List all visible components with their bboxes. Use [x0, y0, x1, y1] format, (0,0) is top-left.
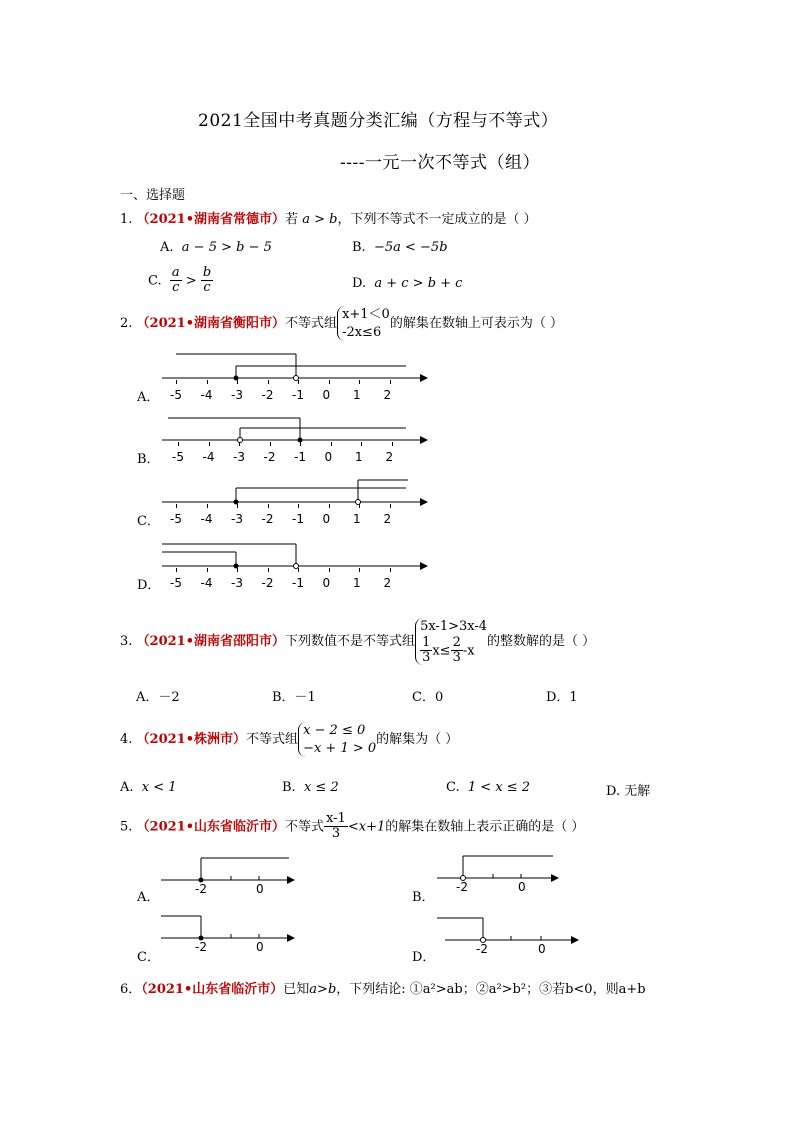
q2-tick-mark	[209, 442, 210, 446]
q2-tick-mark	[207, 504, 208, 508]
q3-option-c: C．0	[412, 690, 444, 705]
section-heading: 一、选择题	[120, 188, 186, 203]
q2-tick-label: 1	[353, 512, 361, 526]
q2-tick-label: 1	[355, 450, 363, 464]
q5-c-tick-0: 0	[256, 940, 264, 954]
q2-tick-mark	[359, 568, 360, 572]
q2-tick-mark	[390, 568, 391, 572]
q2-tick-mark	[237, 568, 238, 572]
q5-d-tick-0: 0	[538, 942, 546, 956]
q5-line-a	[161, 858, 295, 884]
q2-tick-label: -4	[202, 450, 215, 464]
q2-tick-mark	[331, 442, 332, 446]
q2-tick-mark	[268, 380, 269, 384]
q2-option-b-label: B．	[137, 452, 160, 467]
inequality-system: x − 2 ≤ 0 −x + 1 > 0	[298, 722, 376, 757]
question-2: 2. （2021•湖南省衡阳市）不等式组x+1＜0 -2x≤6的解集在数轴上可表示为（ ）	[120, 307, 563, 340]
q2-tick-mark	[298, 504, 299, 508]
q2-tick-label: 0	[322, 388, 331, 402]
q4-option-a: A. x < 1	[120, 780, 177, 795]
q2-tick-label: -4	[200, 512, 213, 526]
q2-tick-label: 0	[322, 576, 331, 590]
q5-a-tick-0: 0	[256, 882, 264, 896]
q2-tick-label: -3	[233, 450, 245, 464]
q2-tick-label: -5	[172, 450, 184, 464]
question-number: 1.	[120, 212, 133, 227]
q2-tick-label: -4	[200, 388, 213, 402]
q3-option-b: B．－1	[272, 690, 316, 705]
q1-option-c: C. $\frac{a}{c}$ > $\frac{b}{c}$	[148, 265, 212, 296]
q2-tick-label: -3	[231, 576, 243, 590]
q2-tick-mark	[270, 442, 271, 446]
q5-b-tick-0: 0	[518, 880, 526, 894]
q2-tick-label: -5	[170, 512, 182, 526]
q2-tick-label: 2	[383, 576, 392, 590]
q2-option-a-label: A．	[137, 390, 160, 405]
question-1: 1. （2021•湖南省常德市）若 a > b，下列不等式不一定成立的是（ ）	[120, 212, 537, 227]
q1-option-d: D. a + c > b + c	[352, 276, 463, 291]
q2-tick-label: 1	[353, 388, 361, 402]
q5-number-lines	[155, 852, 585, 962]
q2-tick-label: -2	[261, 388, 274, 402]
q2-option-d-label: D．	[137, 578, 161, 593]
document-title: 2021全国中考真题分类汇编（方程与不等式）	[198, 111, 559, 131]
document-subtitle: ----一元一次不等式（组）	[340, 153, 540, 173]
q5-line-d	[437, 918, 579, 944]
q2-tick-mark	[207, 380, 208, 384]
q5-option-c-label: C．	[137, 950, 160, 965]
q4-option-b: B. x ≤ 2	[282, 780, 339, 795]
q2-tick-mark	[298, 380, 299, 384]
q4-option-d: D. 无解	[606, 784, 651, 799]
q2-tick-mark	[329, 504, 330, 508]
q2-tick-mark	[176, 568, 177, 572]
number-line-c	[162, 480, 428, 506]
q5-a-tick-neg2: -2	[195, 882, 207, 896]
q2-tick-label: -1	[292, 576, 304, 590]
q2-tick-label: -1	[292, 512, 304, 526]
q2-tick-mark	[237, 380, 238, 384]
q2-tick-mark	[268, 504, 269, 508]
q4-option-c: C. 1 < x ≤ 2	[446, 780, 531, 795]
q5-option-b-label: B．	[412, 890, 435, 905]
q3-option-a: A．－2	[136, 690, 180, 705]
q2-tick-label: 0	[324, 450, 333, 464]
q2-tick-label: 2	[383, 512, 392, 526]
q2-tick-mark	[392, 442, 393, 446]
q2-tick-mark	[359, 504, 360, 508]
q1-option-b: B. −5a < −5b	[352, 240, 448, 255]
q2-tick-mark	[298, 568, 299, 572]
q2-tick-mark	[359, 380, 360, 384]
q2-tick-label: -5	[170, 576, 182, 590]
q2-tick-label: -4	[200, 576, 213, 590]
q2-tick-label: -1	[292, 388, 304, 402]
q2-tick-label: 1	[353, 576, 361, 590]
q2-tick-label: 2	[383, 388, 392, 402]
q2-tick-mark	[207, 568, 208, 572]
q2-option-c-label: C．	[137, 514, 160, 529]
question-6: 6．（2021•山东省临沂市）已知a>b，下列结论: ①a²>ab；②a²>b²；③若b<0，则a+b	[120, 982, 646, 997]
q2-number-lines	[130, 348, 440, 598]
q2-tick-label: 0	[322, 512, 331, 526]
q1-option-a: A. a − 5 > b − 5	[160, 240, 272, 255]
q5-d-tick-neg2: -2	[476, 942, 488, 956]
q2-tick-mark	[239, 442, 240, 446]
question-3: 3. （2021•湖南省邵阳市）下列数值不是不等式组5x-1>3x-4 $\frac{1}{3}$ x≤ $\frac{2}{3}$ -x的整数解的是（ ）	[120, 619, 596, 665]
q2-tick-mark	[176, 380, 177, 384]
q2-tick-mark	[237, 504, 238, 508]
q2-tick-label: -5	[170, 388, 182, 402]
q2-tick-label: -2	[263, 450, 276, 464]
q2-tick-mark	[178, 442, 179, 446]
q5-c-tick-neg2: -2	[195, 940, 207, 954]
inequality-system: x+1＜0 -2x≤6	[337, 306, 390, 341]
q5-option-a-label: A．	[137, 890, 160, 905]
q2-tick-mark	[390, 380, 391, 384]
q5-line-b	[437, 856, 559, 882]
q2-tick-label: -3	[231, 388, 243, 402]
q2-tick-mark	[268, 568, 269, 572]
q2-tick-mark	[300, 442, 301, 446]
number-line-b	[162, 418, 428, 444]
q2-tick-mark	[361, 442, 362, 446]
q2-tick-label: -2	[261, 576, 274, 590]
inequality-system: 5x-1>3x-4 $\frac{1}{3}$ x≤ $\frac{2}{3}$ -x	[415, 618, 487, 665]
q5-option-d-label: D．	[412, 950, 436, 965]
q2-tick-mark	[390, 504, 391, 508]
q3-option-d: D．1	[546, 690, 578, 705]
q2-tick-label: -2	[261, 512, 274, 526]
question-source: （2021•湖南省常德市）	[136, 212, 286, 227]
q5-line-c	[161, 916, 295, 942]
q2-tick-mark	[329, 380, 330, 384]
number-line-a	[162, 354, 428, 382]
question-4: 4. （2021•株洲市）不等式组x − 2 ≤ 0 −x + 1 > 0的解集为（ ）	[120, 723, 459, 756]
q2-tick-label: -3	[231, 512, 243, 526]
q2-tick-mark	[329, 568, 330, 572]
question-5: 5. （2021•山东省临沂市）不等式 $\frac{x-1}{3}$ <x+1的解集在数轴上表示正确的是（ ）	[120, 811, 585, 842]
q2-tick-mark	[176, 504, 177, 508]
q2-tick-label: -1	[294, 450, 306, 464]
q5-b-tick-neg2: -2	[456, 880, 468, 894]
number-line-d	[162, 544, 428, 570]
q2-tick-label: 2	[385, 450, 394, 464]
